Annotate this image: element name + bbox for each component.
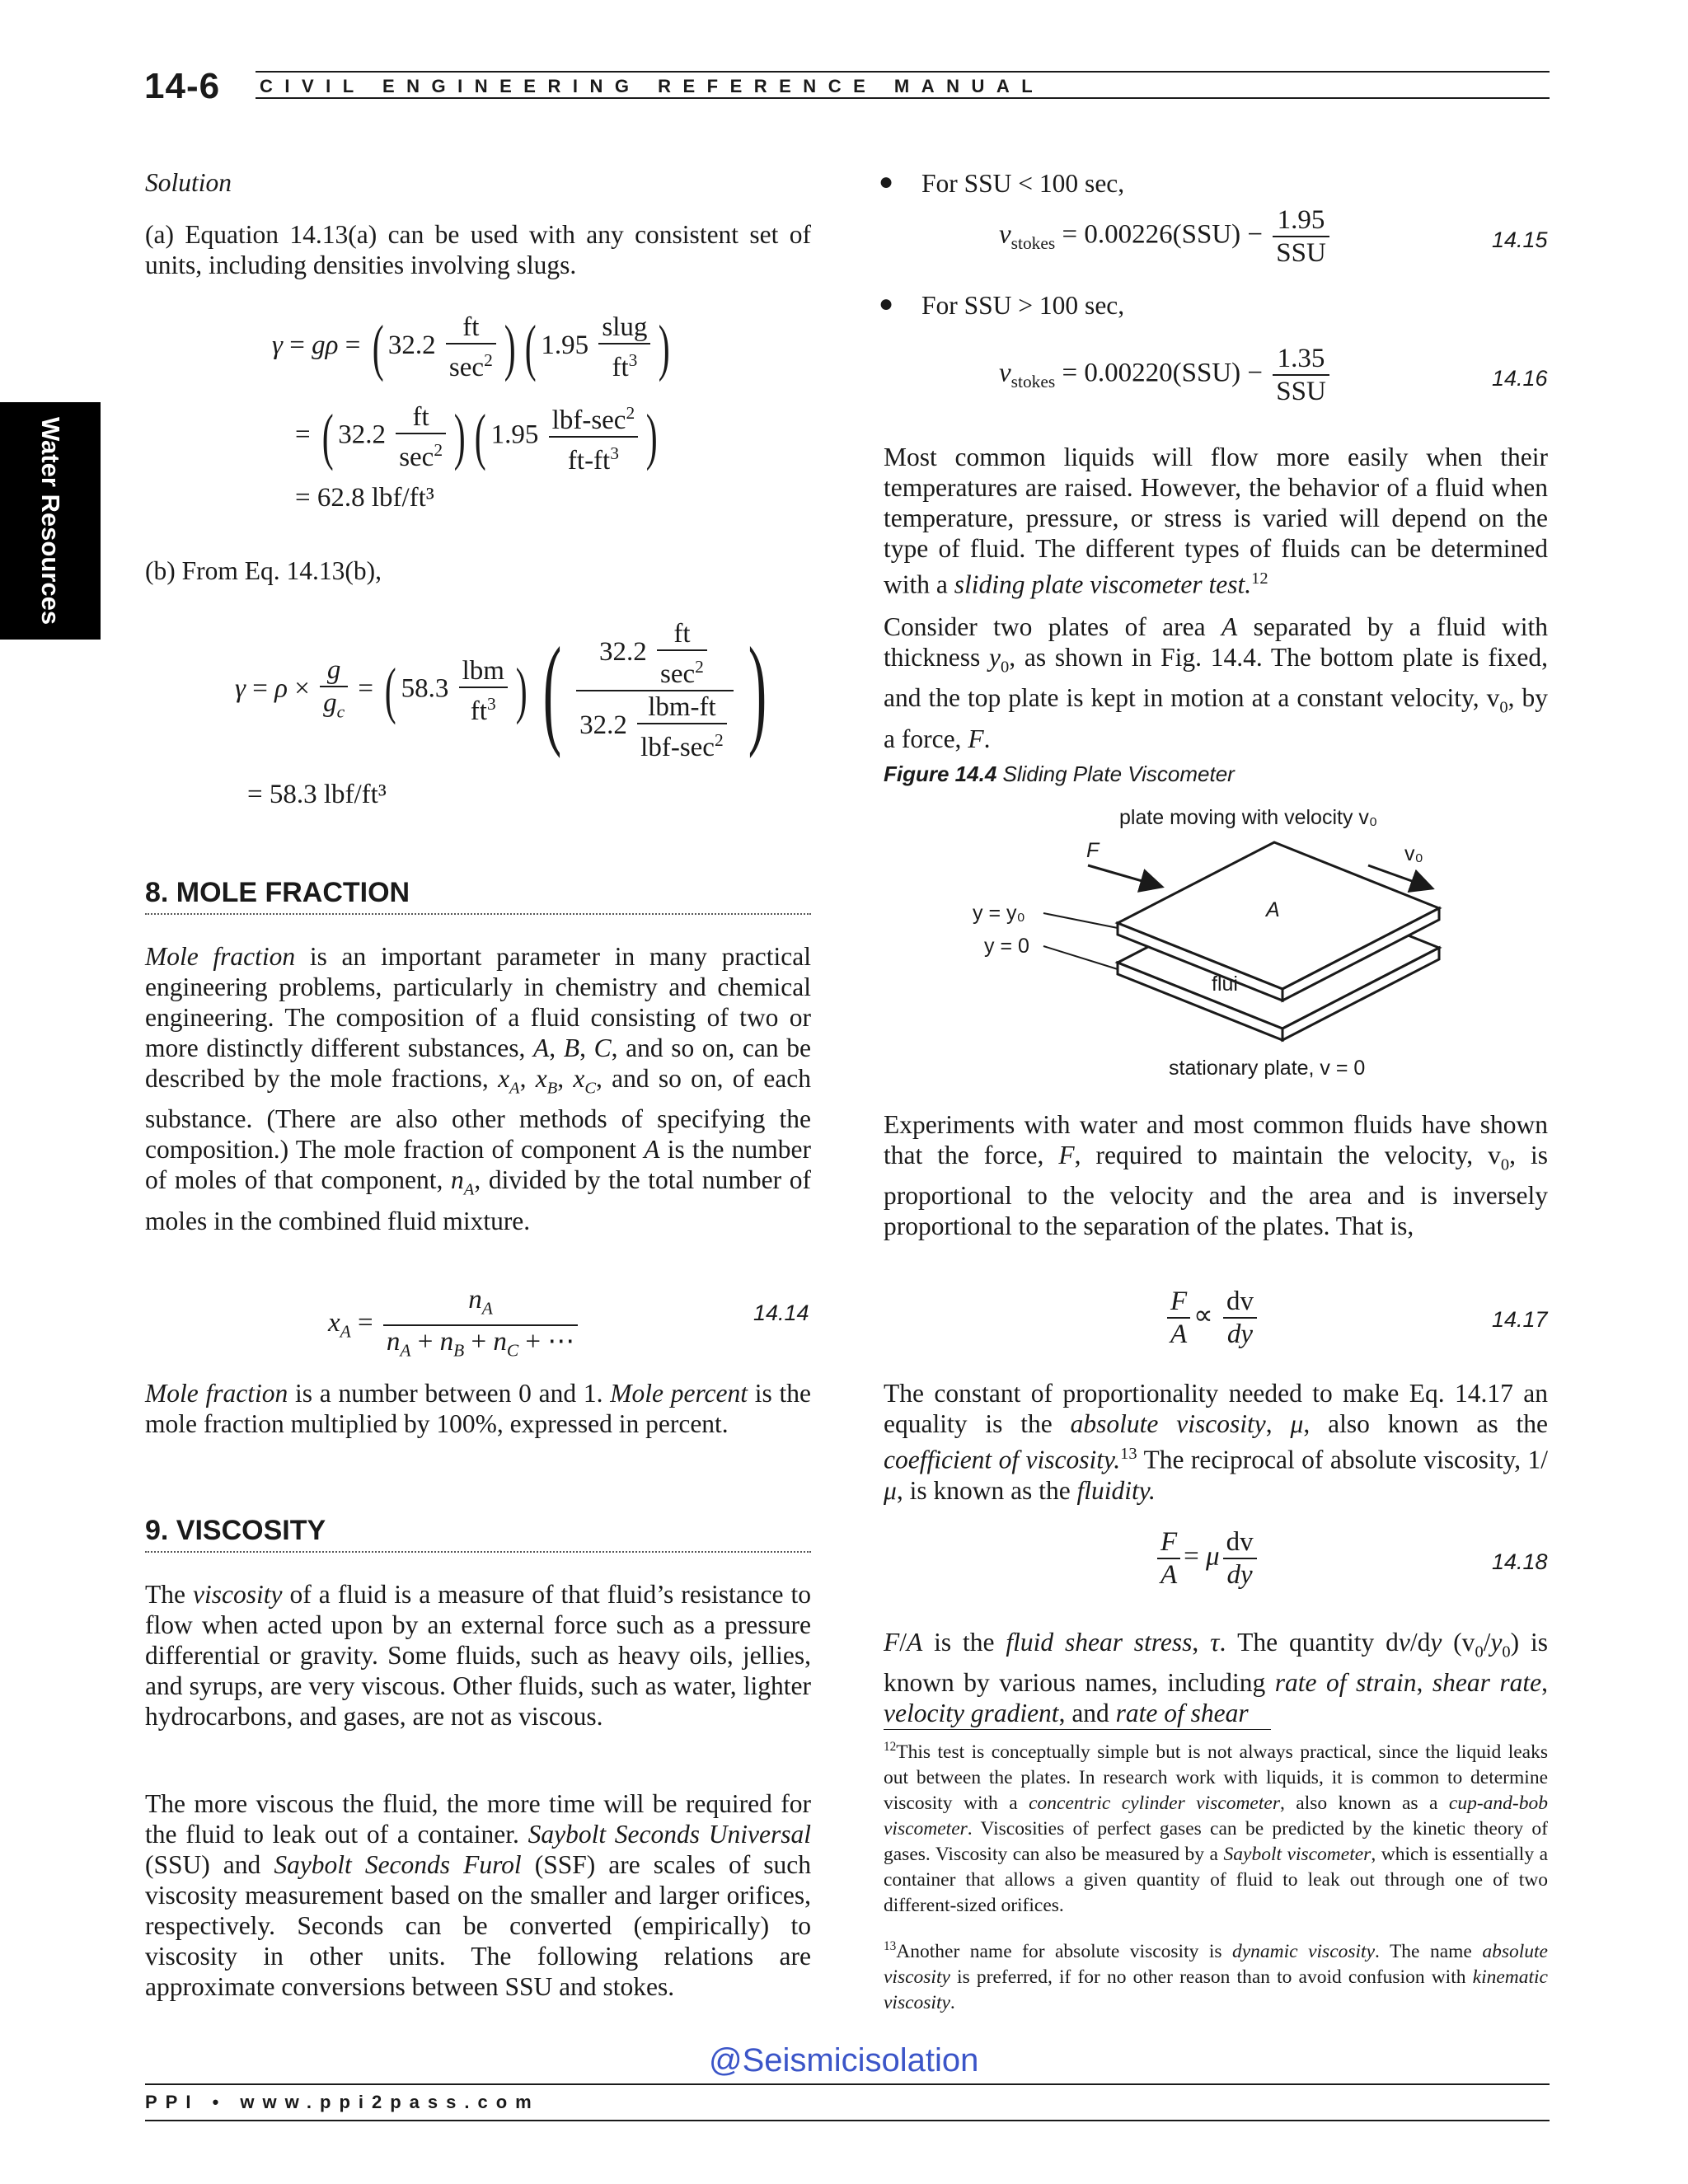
figure-velocity-label: v₀ (1404, 842, 1423, 865)
experiments-paragraph: Experiments with water and most common fluids have shown that the force, F, required to maintain the velocity, $v_0$, is proportional to the velocity and the area and is inversely proportional to the separation of the plates. That is, (884, 1110, 1549, 1241)
footnote-13: $^{13}$Another name for absolute viscosity is dynamic viscosity. The name absolute viscosity is preferred, if for no other reason than to avoid confusion with kinematic viscosity. (884, 1939, 1548, 2013)
figure-area-label: A (1266, 898, 1280, 921)
bullet-marker: ● (879, 290, 894, 317)
equation-gamma-b-result: = 58.3 lbf/ft³ (247, 780, 387, 809)
shear-paragraph: F/A is the fluid shear stress, τ. The quantity dv/dy $(v_0/y_0)$ is known by various names, including rate of strain, shear rate, velocity gradient, and rate of shear (884, 1628, 1549, 1728)
running-title: CIVIL ENGINEERING REFERENCE MANUAL (260, 76, 1045, 96)
section-heading-mole-fraction: 8. MOLE FRACTION (145, 877, 410, 908)
equation-stokes-high: $\nu_{stokes} = 0.00220(SSU)$ − $\frac{1.35}{\text{SSU}}$ (999, 343, 1333, 407)
bullet-ssu-above-100: For SSU > 100 sec, (921, 291, 1125, 320)
equation-number: 14.16 (1492, 366, 1548, 391)
two-plates-paragraph: Consider two plates of area A separated by a fluid with thickness $y_0$, as shown in Fig. 14.4. The bottom plate is fixed, and the top plate is kept in motion at a constant velocity, $v_0$, by a force, F. (884, 612, 1549, 753)
equation-shear-stress: $\frac{F}{A}$ = μ $\frac{dv}{dy}$ (1154, 1526, 1260, 1591)
equation-proportional: $\frac{F}{A}$ ∝ $\frac{dv}{dy}$ (1164, 1286, 1260, 1350)
footnote-rule (884, 1729, 1271, 1730)
section-heading-viscosity: 9. VISCOSITY (145, 1515, 326, 1546)
bullet-ssu-below-100: For SSU < 100 sec, (921, 169, 1125, 198)
mole-fraction-paragraph-2: Mole fraction is a number between 0 and 1. Mole percent is the mole fraction multiplied by 100%, expressed in percent. (145, 1379, 811, 1438)
force-arrow (1088, 865, 1162, 887)
figure-y-zero-label: y = 0 (984, 935, 1029, 958)
figure-bottom-label: stationary plate, v = 0 (1169, 1057, 1366, 1080)
figure-label: Figure 14.4 (884, 762, 997, 786)
equation-gamma-a-result: = 62.8 lbf/ft³ (295, 483, 434, 513)
viscosity-paragraph-1: The viscosity of a fluid is a measure of that fluid’s resistance to flow when acted upon by an external force such as a pressure differential or gravity. Some fluids, such as heavy oils, jellies, and syrups, are very viscous. Other fluids, such as water, lighter hydrocarbons, and gases, are not as viscous. (145, 1580, 811, 1731)
header-rule-top (256, 71, 1550, 73)
equation-mole-fraction: $x_A$ = $\frac{n_A}{n_A + n_B + n_C + \cdots}$ (328, 1284, 581, 1366)
footer-text: PPI • www.ppi2pass.com (145, 2092, 540, 2112)
footnote-12: $^{12}$This test is conceptually simple but is not always practical, since the liquid leaks out between the plates. In research work with liquids, it is common to determine viscosity with a concentric cylinder viscometer, also known as a cup-and-bob viscometer. Viscosities of perfect gases can be predicted by the kinetic theory of gases. Viscosity can also be measured by a Saybolt viscometer, which is essentially a container that allows a given quantity of fluid to leak out through one of two different-sized orifices. (884, 1740, 1549, 1916)
equation-number: 14.18 (1492, 1549, 1548, 1574)
fluid-behavior-paragraph: Most common liquids will flow more easily when their temperatures are raised. However, the behavior of a fluid when temperature, pressure, or stress is varied will depend on the type of fluid. The different types of fluids can be determined with a sliding plate viscometer test.$^{12}$ (884, 443, 1548, 599)
equation-number: 14.17 (1492, 1307, 1548, 1332)
equation-gamma-b: γ = ρ × $\frac{g}{g_c}$ = ( 58.3 $\frac{\text{lbm}}{ft^3}$ ) ( 32.2 $\frac{ft}{\sec^2}$ 32.2 $\frac{\text{lbm-ft}}{lbf-\sec^2}$ ) (235, 619, 767, 762)
bullet-marker: ● (879, 168, 894, 195)
footer-rule-bottom (145, 2120, 1550, 2121)
figure-force-label: F (1086, 839, 1100, 862)
figure-fluid-label: flui (1212, 972, 1238, 996)
equation-number: 14.15 (1492, 227, 1548, 252)
equation-stokes-low: $\nu_{stokes} = 0.00226(SSU)$ − $\frac{1.95}{\text{SSU}}$ (999, 204, 1333, 269)
leader-line-y0 (1043, 913, 1118, 928)
viscosity-paragraph-2: The more viscous the fluid, the more time will be required for the fluid to leak out of a container. Saybolt Seconds Universal (SSU) and Saybolt Seconds Furol (SSF) are scales of such viscosity measurement based on the smaller and larger orifices, respectively. Seconds can be converted (empirically) to viscosity in other units. The following relations are approximate conversions between SSU and stokes. (145, 1789, 811, 2001)
equation-gamma-a-line2: = ( 32.2 $\frac{ft}{\sec^2}$ ) ( 1.95 $\frac{lbf-\sec^2}{ft-ft^3}$ ) (295, 397, 663, 476)
header-rule-bottom (256, 97, 1550, 99)
section-rule (145, 1551, 811, 1553)
proportionality-paragraph: The constant of proportionality needed to make Eq. 14.17 an equality is the absolute viscosity, μ, also known as the coefficient of viscosity.$^{13}$ The reciprocal of absolute viscosity, 1/μ, is known as the fluidity. (884, 1379, 1549, 1505)
paragraph-b: (b) From Eq. 14.13(b), (145, 556, 382, 585)
paragraph-a: (a) Equation 14.13(a) can be used with any consistent set of units, including densities involving slugs. (145, 220, 811, 279)
mole-fraction-paragraph-1: Mole fraction is an important parameter in many practical engineering problems, particularly in chemistry and chemical engineering. The composition of a fluid consisting of two or more distinctly different substances, A, B, C, and so on, can be described by the mole fractions, $x_A$, $x_B$, $x_C$, and so on, of each substance. (There are also other methods of specifying the composition.) The mole fraction of component A is the number of moles of that component, $n_A$, divided by the total number of moles in the combined fluid mixture. (145, 942, 812, 1235)
side-tab-label: Water Resources (36, 416, 65, 626)
solution-label: Solution (145, 168, 232, 197)
side-tab (0, 402, 101, 640)
page-number: 14-6 (144, 66, 221, 106)
figure-y0-label: y = y₀ (973, 902, 1025, 925)
footer-rule-top (145, 2083, 1550, 2085)
equation-gamma-a-line1: γ = gρ = ( 32.2 $\frac{ft}{\sec^2}$ ) ( 1.95 $\frac{\text{slug}}{ft^3}$ ) (272, 312, 671, 382)
leader-line-y-zero (1043, 946, 1118, 969)
figure-title: Sliding Plate Viscometer (1002, 762, 1235, 786)
figure-top-label: plate moving with velocity v₀ (1119, 806, 1378, 829)
equation-number: 14.14 (753, 1301, 809, 1325)
figure-caption (884, 762, 1235, 787)
sliding-plate-diagram (956, 799, 1484, 1088)
watermark: @Seismicisolation (709, 2042, 979, 2079)
section-rule (145, 913, 811, 915)
